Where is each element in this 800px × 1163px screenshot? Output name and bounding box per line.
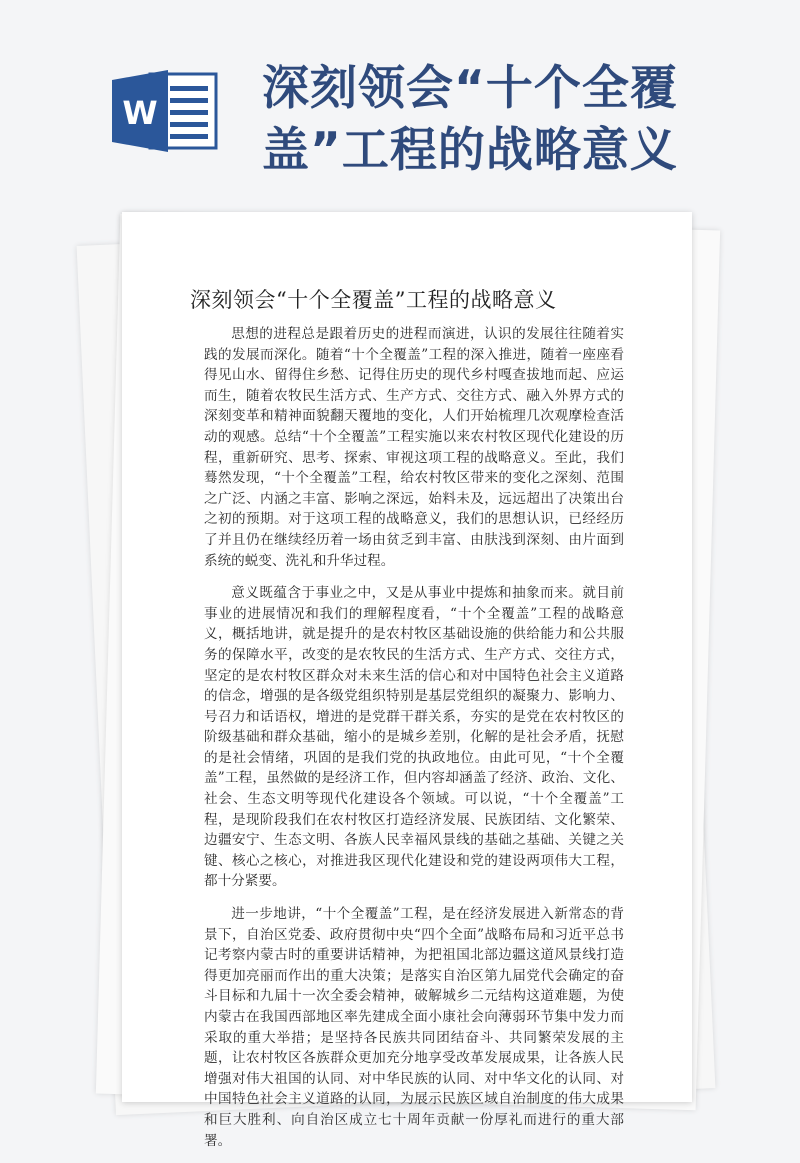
- paragraph: 进一步地讲，“十个全覆盖”工程，是在经济发展进入新常态的背景下，自治区党委、政府贯彻中央“四个全面”战略布局和习近平总书记考察内蒙古时的重要讲话精神，为把祖国北部边疆这道风景线打造得更加亮丽而作出的重大决策；是落实自治区第九届党代会确定的奋斗目标和九届十一次全委会精神，破解城乡二元结构这道难题，为使内蒙古在我国西部地区率先建成全面小康社会向薄弱环节集中发力而采取的重大举措；是坚持各民族共同团结奋斗、共同繁荣发展的主题，让农村牧区各族群众更加充分地享受改革发展成果，让各族人民增强对伟大祖国的认同、对中华民族的认同、对中华文化的认同、对中国特色社会主义道路的认同，为展示民族区域自治制度的伟大成果和巨大胜利、向自治区成立七十周年贡献一份厚礼而进行的重大部署。: [204, 906, 624, 1149]
- svg-text:W: W: [122, 94, 158, 132]
- paragraph: 思想的进程总是跟着历史的进程而演进，认识的发展往往随着实践的发展而深化。随着“十个全覆盖”工程的深入推进，随着一座座看得见山水、留得住乡愁、记得住历史的现代乡村嘎查拔地而起、应运而生，随着农牧民生活方式、生产方式、交往方式、融入外界方式的深刻变革和精神面貌翻天覆地的变化，人们开始梳理几次观摩检查活动的观感。总结“十个全覆盖”工程实施以来农村牧区现代化建设的历程，重新研究、思考、探索、审视这项工程的战略意义。至此，我们蓦然发现，“十个全覆盖”工程，给农村牧区带来的变化之深刻、范围之广泛、内涵之丰富、影响之深远，始料未及，远远超出了决策出台之初的预期。对于这项工程的战略意义，我们的思想认识，已经经历了并且仍在继续经历着一场由贫乏到丰富、由肤浅到深刻、由片面到系统的蜕变、洗礼和升华过程。: [204, 326, 624, 569]
- paragraph: 意义既蕴含于事业之中，又是从事业中提炼和抽象而来。就目前事业的进展情况和我们的理解程度看，“十个全覆盖”工程的战略意义，概括地讲，就是提升的是农村牧区基础设施的供给能力和公共服务的保障水平，改变的是农牧民的生活方式、生产方式、交往方式，坚定的是农村牧区群众对未来生活的信心和对中国特色社会主义道路的信念，增强的是各级党组织特别是基层党组织的凝聚力、影响力、号召力和话语权，增进的是党群干群关系，夯实的是党在农村牧区的阶级基础和群众基础，缩小的是城乡差别，化解的是社会矛盾，抚慰的是社会情绪，巩固的是我们党的执政地位。由此可见，“十个全覆盖”工程，虽然做的是经济工作，但内容却涵盖了经济、政治、文化、社会、生态文明等现代化建设各个领域。可以说，“十个全覆盖”工程，是现阶段我们在农村牧区打造经济发展、民族团结、文化繁荣、边疆安宁、生态文明、各族人民幸福风景线的基础之基础、关键之关键、核心之核心，对推进我区现代化建设和党的建设两项伟大工程，都十分紧要。: [204, 585, 624, 890]
- banner-title: 深刻领会“十个全覆盖”工程的战略意义: [262, 61, 678, 178]
- document-body: [204, 324, 624, 1163]
- word-doc-icon: [112, 70, 222, 152]
- document-title: 深刻领会“十个全覆盖”工程的战略意义: [190, 288, 557, 312]
- header-banner: [0, 0, 800, 210]
- document-page: [122, 212, 692, 1149]
